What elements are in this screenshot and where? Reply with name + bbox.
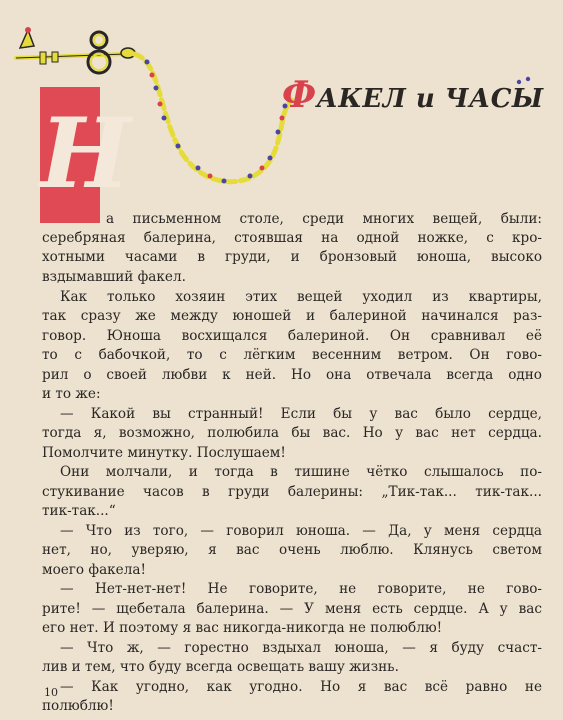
text-line: его нет. И поэтому я вас никогда-никогда не полюблю! — [42, 620, 443, 636]
text-line: так сразу же между юношей и балериной начинался раз- — [42, 308, 542, 324]
text-line: Как только хозяин этих вещей уходил из квартиры, — [60, 289, 542, 305]
text-line: Они молчали, и тогда в тишине чётко слышалось по- — [60, 464, 542, 480]
text-line: нет, но, уверяю, я вас очень люблю. Клянусь светом — [42, 542, 542, 558]
text-line: — Какой вы странный! Если бы у вас было сердце, — [60, 406, 542, 422]
text-line: а письменном столе, среди многих вещей, были: — [106, 211, 542, 227]
text-line: — Что из того, — говорил юноша. — Да, у меня сердца — [60, 523, 542, 539]
title-conjunction: и — [415, 84, 436, 114]
text-line: полюблю! — [42, 698, 114, 714]
drop-cap-letter: Н — [40, 97, 131, 210]
text-line: — Как угодно, как угодно. Но я вас всё равно не — [60, 679, 542, 695]
text-line: лив и тем, что буду всегда освещать вашу жизнь. — [42, 659, 399, 675]
text-line: вздымавший факел. — [42, 269, 186, 285]
text-line: тогда я, возможно, полюбила бы вас. Но у вас нет сердца. — [42, 425, 542, 441]
text-line: тик-так...“ — [42, 503, 116, 519]
text-line: рите! — щебетала балерина. — У меня есть сердце. А у вас — [42, 601, 542, 617]
drop-cap — [40, 87, 131, 223]
text-line: и то же: — [42, 386, 101, 402]
text-line: то с бабочкой, то с лёгким весенним ветром. Он гово- — [42, 347, 542, 363]
text-line: стукивание часов в груди балерины: „Тик-так... тик-так... — [42, 484, 542, 500]
title-part-2: ЧАСЫ — [435, 84, 544, 114]
title-part-1: АКЕЛ — [316, 84, 416, 114]
page-number: 10 — [44, 686, 58, 699]
text-line: моего факела! — [42, 562, 146, 578]
text-line: хотными часами в груди, и бронзовый юноша, высоко — [42, 249, 542, 265]
text-line: говор. Юноша восхищался балериной. Он сравнивал её — [42, 328, 542, 344]
text-line: Помолчите минутку. Послушаем! — [42, 445, 286, 461]
text-line: рил о своей любви к ней. Но она отвечала всегда одно — [42, 367, 542, 383]
story-title — [282, 74, 544, 116]
text-line: — Нет-нет-нет! Не говорите, не говорите, не гово- — [60, 581, 542, 597]
title-initial: Ф — [282, 74, 317, 116]
text-line: серебряная балерина, стоявшая на одной ножке, с кро- — [42, 230, 542, 246]
text-line: — Что ж, — горестно вздыхал юноша, — я буду счаст- — [60, 640, 542, 656]
